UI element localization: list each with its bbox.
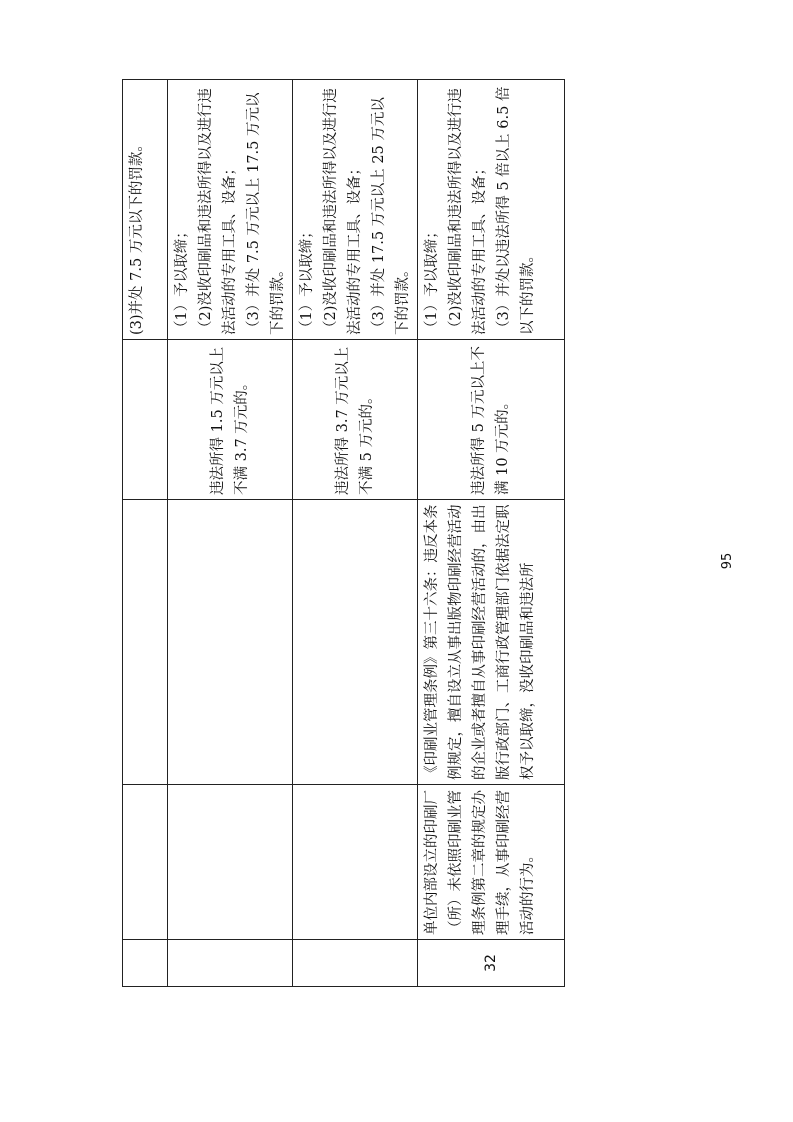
rotated-table-page <box>122 80 559 987</box>
penalty-item: （3）并处 7.5 万元以上 17.5 万元以下的罚款。 <box>246 92 286 335</box>
cell-situation: 违法所得 3.7 万元以上不满 5 万元的。 <box>293 340 418 500</box>
cell-penalty-cont: (3)并处 7.5 万元以下的罚款。 <box>123 80 168 340</box>
cell-basis <box>293 500 418 785</box>
penalty-table <box>122 79 565 987</box>
page-number: 95 <box>720 552 735 570</box>
cell-penalty <box>293 80 418 340</box>
penalty-item: （1）予以取缔； <box>424 224 440 335</box>
cell-no <box>293 940 418 987</box>
cell-basis-cont <box>123 500 168 785</box>
penalty-item: （3）并处 17.5 万元以上 25 万元以下的罚款。 <box>371 97 411 335</box>
cell-no <box>168 940 293 987</box>
cell-behavior <box>293 785 418 940</box>
table-row <box>418 80 565 987</box>
table-row <box>168 80 293 987</box>
penalty-item: （1）予以取缔； <box>174 224 190 335</box>
cell-behavior: 单位内部设立的印刷厂（所）未依照印刷业管理条例第二章的规定办理手续，从事印刷经营活动的行为。 <box>418 785 565 940</box>
cell-penalty <box>168 80 293 340</box>
cell-behavior <box>168 785 293 940</box>
penalty-item: （3）并处以违法所得 5 倍以上 6.5 倍以下的罚款。 <box>496 86 536 335</box>
cell-no-cont <box>123 940 168 987</box>
cell-behavior-cont <box>123 785 168 940</box>
cell-situation-cont <box>123 340 168 500</box>
cell-situation: 违法所得 5 万元以上不满 10 万元的。 <box>418 340 565 500</box>
cell-no: 32 <box>418 940 565 987</box>
cell-penalty <box>418 80 565 340</box>
cell-situation: 违法所得 1.5 万元以上不满 3.7 万元的。 <box>168 340 293 500</box>
cell-basis: 《印刷业管理条例》第三十六条：违反本条例规定，擅自设立从事出版物印刷经营活动的企业或者擅自从事印刷经营活动的，由出版行政部门、工商行政管理部门依据法定职权予以取缔，没收印刷品和违法所 <box>418 500 565 785</box>
penalty-item: （2)没收印刷品和违法所得以及进行违法活动的专用工具、设备； <box>323 88 363 335</box>
table-row <box>123 80 168 987</box>
penalty-item: （2)没收印刷品和违法所得以及进行违法活动的专用工具、设备； <box>448 88 488 335</box>
penalty-item: （1）予以取缔； <box>299 224 315 335</box>
penalty-item: （2)没收印刷品和违法所得以及进行违法活动的专用工具、设备； <box>198 88 238 335</box>
cell-basis <box>168 500 293 785</box>
table-row <box>293 80 418 987</box>
